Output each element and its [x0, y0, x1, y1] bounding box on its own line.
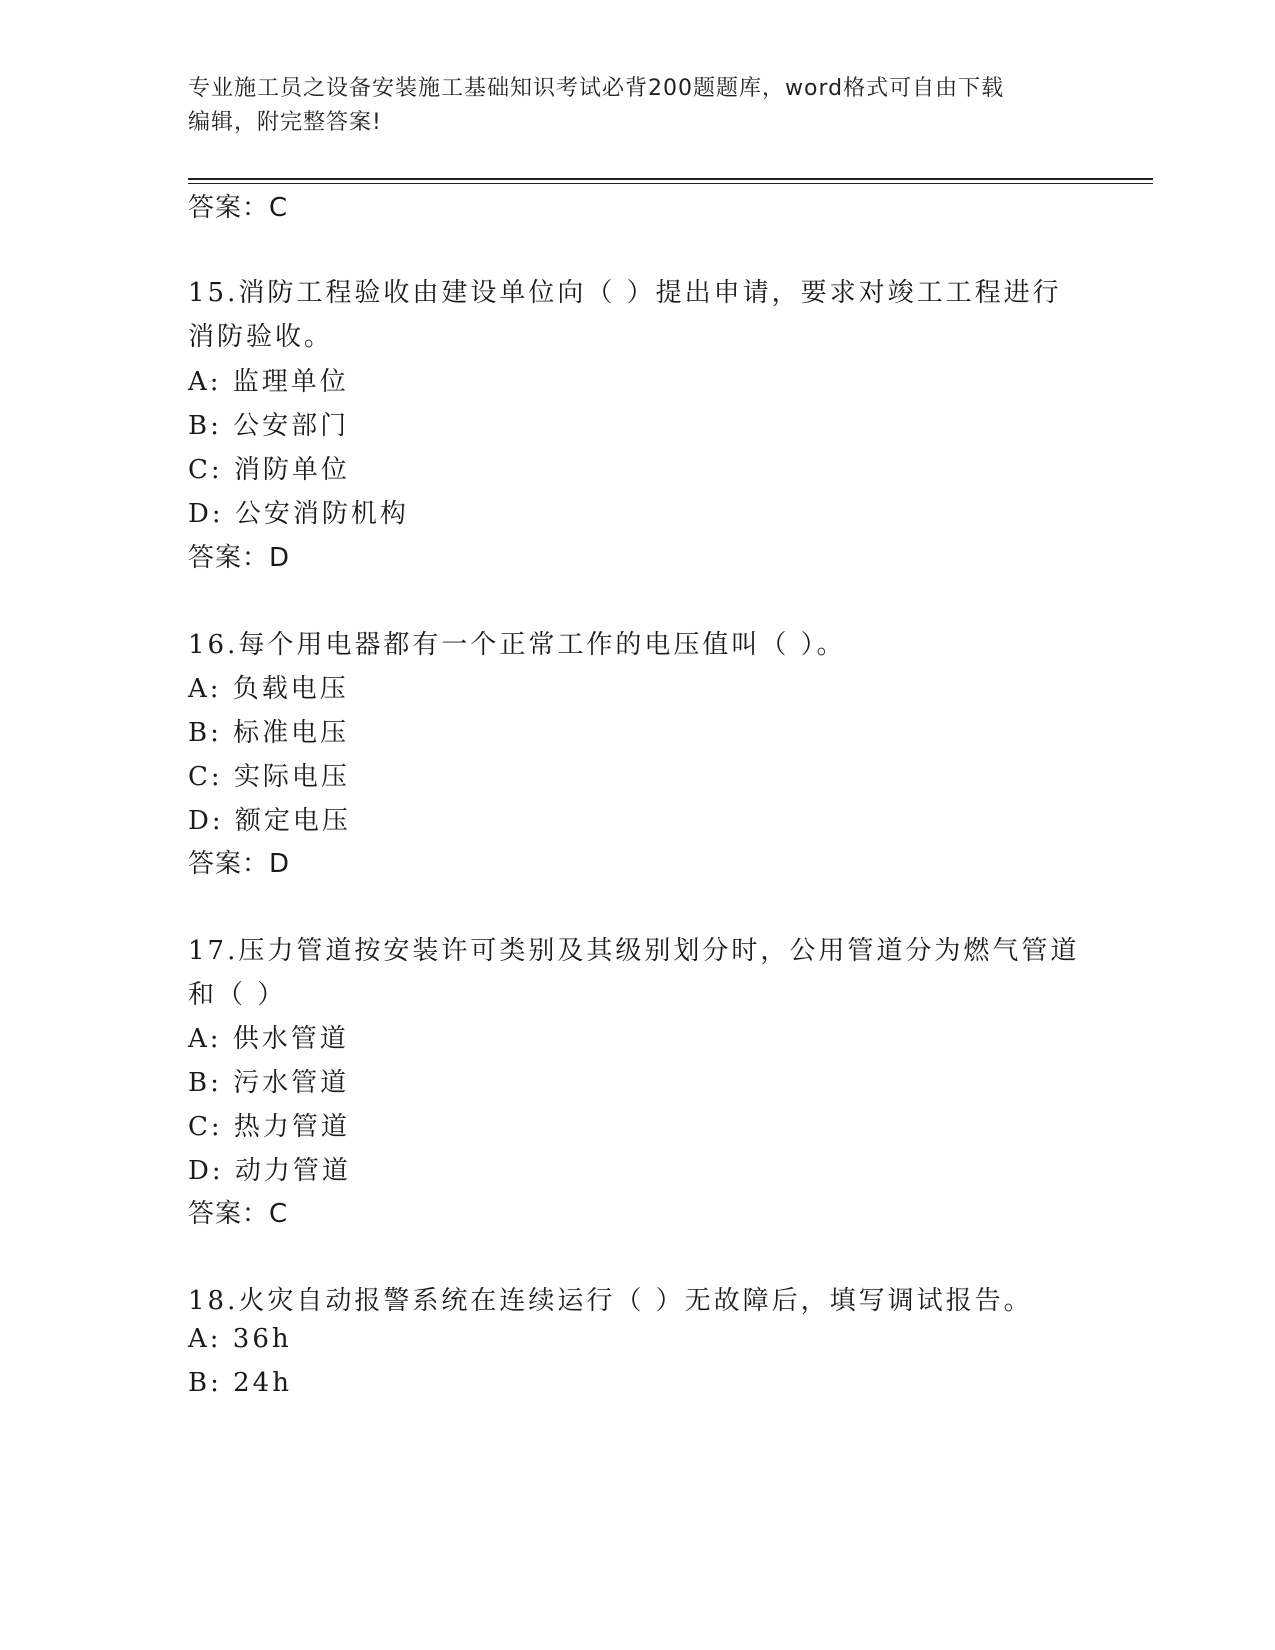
question-16-stem-line-1: 16.每个用电器都有一个正常工作的电压值叫（ ）。 — [188, 630, 846, 660]
question-17-option-b: B: 污水管道 — [188, 1068, 350, 1098]
previous-answer: 答案：C — [188, 193, 289, 223]
question-17-option-d: D: 动力管道 — [188, 1156, 351, 1186]
question-17-stem-line-2: 和（ ） — [188, 980, 287, 1010]
question-16-option-c: C: 实际电压 — [188, 762, 350, 792]
question-16-option-d: D: 额定电压 — [188, 806, 351, 836]
document-header — [188, 72, 1088, 140]
question-17-stem-line-1: 17.压力管道按安装许可类别及其级别划分时，公用管道分为燃气管道 — [188, 936, 1080, 966]
question-17-answer: 答案：C — [188, 1199, 289, 1229]
question-16-option-b: B: 标准电压 — [188, 718, 350, 748]
question-18-stem-line-1: 18.火灾自动报警系统在连续运行（ ）无故障后，填写调试报告。 — [188, 1286, 1033, 1316]
question-17-option-c: C: 热力管道 — [188, 1112, 350, 1142]
question-18-option-b: B: 24h — [188, 1368, 292, 1398]
question-15-stem-line-2: 消防验收。 — [188, 322, 334, 352]
question-16-answer: 答案：D — [188, 849, 291, 879]
header-title-line-1: 专业施工员之设备安装施工基础知识考试必背200题题库，word格式可自由下载 — [188, 76, 1005, 101]
question-15-option-c: C: 消防单位 — [188, 455, 350, 485]
question-18-option-a: A: 36h — [188, 1324, 292, 1354]
question-15-option-d: D: 公安消防机构 — [188, 499, 409, 529]
header-divider-thin — [188, 183, 1153, 184]
question-15-stem-line-1: 15.消防工程验收由建设单位向（ ）提出申请，要求对竣工工程进行 — [188, 278, 1062, 308]
question-15-answer: 答案：D — [188, 543, 291, 573]
header-title-line-2: 编辑，附完整答案! — [188, 110, 382, 135]
header-divider-thick — [188, 178, 1153, 180]
question-16-option-a: A: 负载电压 — [188, 674, 349, 704]
question-15-option-b: B: 公安部门 — [188, 411, 350, 441]
question-17-option-a: A: 供水管道 — [188, 1024, 349, 1054]
question-15-option-a: A: 监理单位 — [188, 367, 349, 397]
